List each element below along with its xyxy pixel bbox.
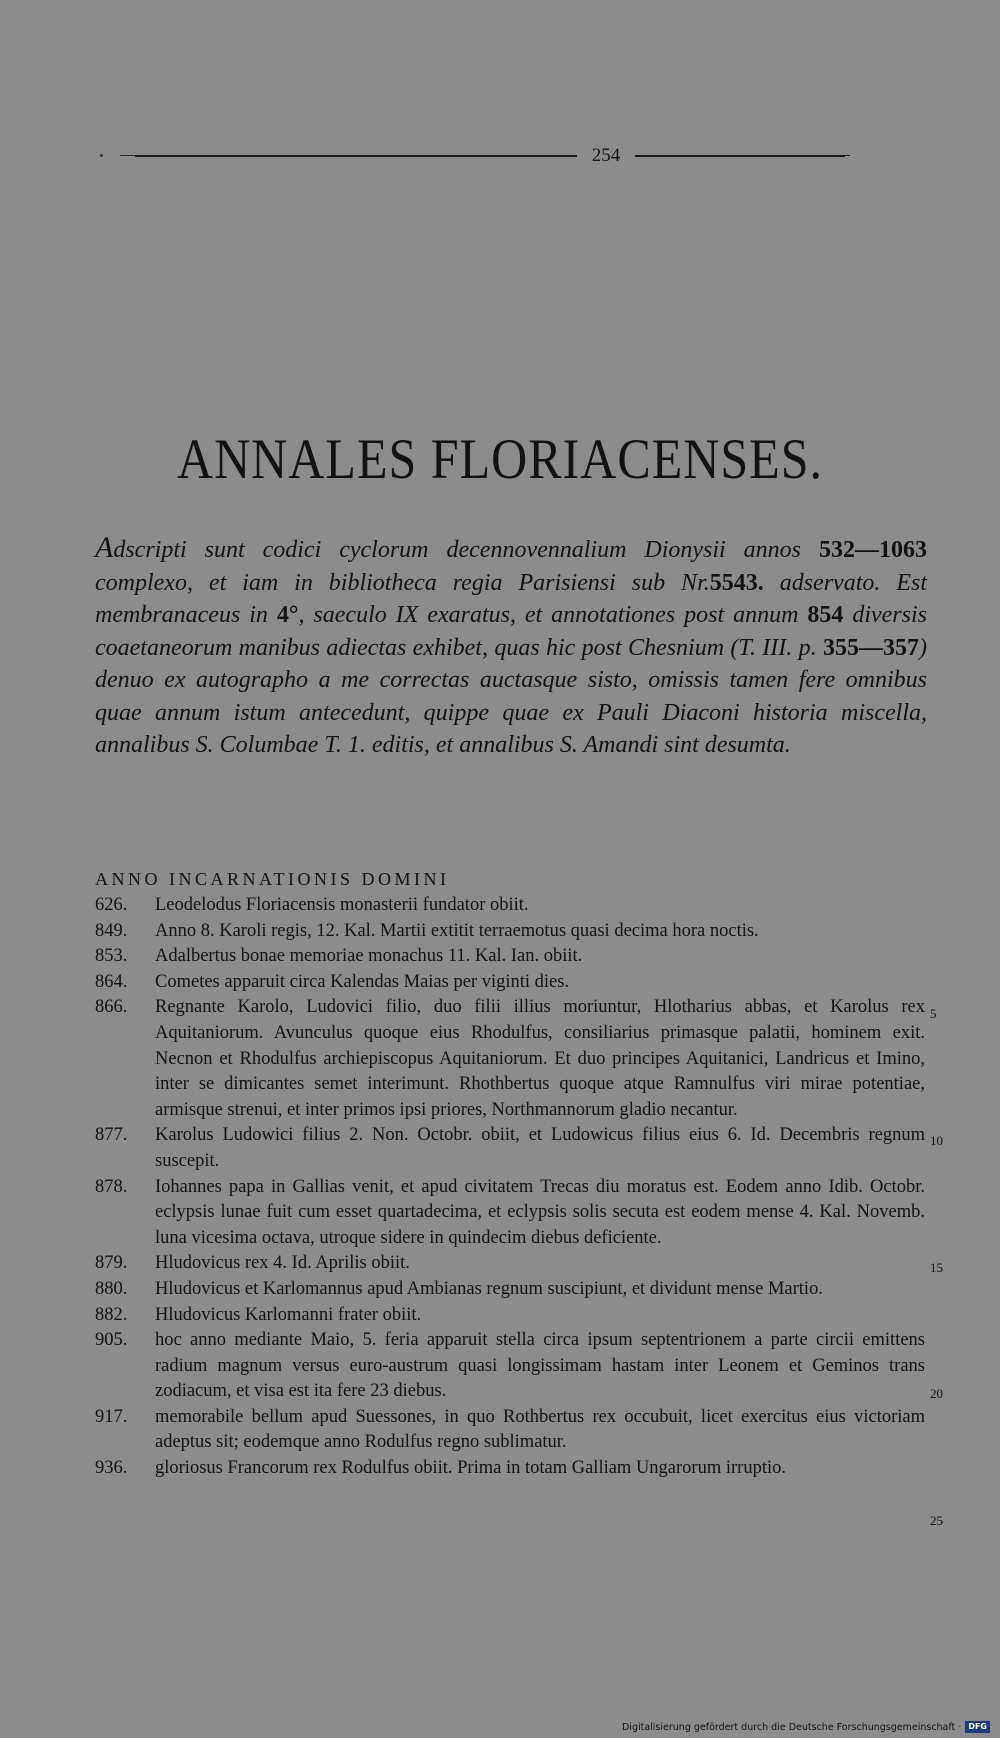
annals-entries — [95, 893, 925, 1482]
annal-entry — [95, 970, 925, 996]
header-rule-right — [635, 155, 845, 157]
entry-year: 878. — [95, 1176, 128, 1197]
entry-text: Iohannes papa in Gallias venit, et apud civitatem Trecas diu moratus est. Eodem anno Idib. Octobr. eclypsis lunae fuit cum esset quartadecima, et eclypsis solis secuta est eodem mense 4. Kal. Novemb. luna vicesima octava, utroque sidere in quindecim diebus deficiente. — [155, 1176, 925, 1248]
entry-year: 936. — [95, 1458, 128, 1479]
entry-text: memorabile bellum apud Suessones, in quo Rothbertus rex occubuit, licet exercitus eius victoriam adeptus sit; eodemque anno Rodulfus regno sublimatur. — [155, 1406, 925, 1453]
entry-text: Cometes apparuit circa Kalendas Maias per viginti dies. — [155, 971, 570, 992]
entry-year: 877. — [95, 1125, 128, 1146]
entry-text: Adalbertus bonae memoriae monachus 11. Kal. Ian. obiit. — [155, 946, 583, 967]
intro-number: 4° — [276, 602, 299, 628]
intro-text: diversis coaetaneorum manibus adiectas exhibet, quas hic post Chesnium (T. III. p. — [95, 602, 927, 661]
entry-year: 880. — [95, 1278, 128, 1299]
annal-entry — [95, 893, 925, 919]
intro-text: adservato. Est membranaceus in — [95, 569, 927, 628]
annal-entry — [95, 944, 925, 970]
annal-entry — [95, 1303, 925, 1329]
entry-year: 882. — [95, 1304, 128, 1325]
entry-text: Leodelodus Floriacensis monasterii fundator obiit. — [155, 895, 529, 915]
header-rule-left-thin — [120, 155, 135, 156]
entry-year: 905. — [95, 1330, 128, 1351]
annal-entry — [95, 1277, 925, 1303]
entry-year: 864. — [95, 971, 128, 992]
intro-number: 854 — [807, 602, 844, 628]
intro-initial: A — [95, 531, 114, 564]
page-number: 254 — [580, 143, 632, 169]
line-number: 25 — [930, 1513, 943, 1528]
annal-entry — [95, 1251, 925, 1277]
anno-heading: ANNO INCARNATIONIS DOMINI — [95, 869, 450, 889]
header-dot — [100, 154, 103, 157]
header-rule-left — [135, 155, 577, 157]
line-number: 10 — [930, 1133, 943, 1148]
intro-paragraph — [95, 532, 927, 762]
entry-year: 879. — [95, 1253, 128, 1274]
entry-text: gloriosus Francorum rex Rodulfus obiit. Prima in totam Galliam Ungarorum irruptio. — [155, 1458, 786, 1479]
annal-entry — [95, 1405, 925, 1456]
dfg-logo-icon: DFG — [965, 1721, 990, 1733]
annal-entry — [95, 995, 925, 1123]
annal-entry — [95, 1328, 925, 1405]
document-title: ANNALES FLORIACENSES. — [176, 426, 824, 491]
annal-entry — [95, 1123, 925, 1174]
intro-number: 355—357 — [823, 634, 919, 661]
digitization-footer — [622, 1720, 990, 1734]
intro-text: ) denuo ex autographo a me correctas auctasque sisto, omissis tamen fere omnibus quae annum istum antecedunt, quippe quae ex Pauli Diaconi historia miscella, annalibus S. Columbae T. 1. editis, et annalibus S. Amandi sint desumta. — [95, 634, 927, 758]
annal-entry — [95, 1456, 925, 1482]
annal-entry — [95, 919, 925, 945]
line-number: 20 — [930, 1386, 943, 1401]
entry-year: 866. — [95, 997, 128, 1018]
entry-year: 853. — [95, 946, 128, 967]
entry-text: Hludovicus et Karlomannus apud Ambianas regnum suscipiunt, et dividunt mense Martio. — [155, 1278, 823, 1299]
intro-text: complexo, et iam in bibliotheca regia Parisiensi sub Nr. — [95, 569, 710, 596]
entry-text: Hludovicus Karlomanni frater obiit. — [155, 1304, 422, 1325]
entry-year: 849. — [95, 920, 128, 941]
line-number: 5 — [930, 1006, 937, 1021]
entry-text: Regnante Karolo, Ludovici filio, duo filii illius moriuntur, Hlotharius abbas, et Karolus rex Aquitaniorum. Avunculus quoque eius Rhodulfus, consiliarius primasque palatii, hominem exit. Necnon et Rhodulfus archiepiscopus Aquitaniorum. Et duo principes Aquitanici, Landricus et Imino, inter se dimicantes semet interimunt. Rhothbertus quoque atque Ramnulfus viri mirae potentiae, armisque strenui, et inter primos ipsi priores, Northmannorum gladio necantur. — [155, 997, 925, 1120]
line-number: 15 — [930, 1260, 943, 1275]
header-rule-right-thin — [845, 155, 850, 156]
footer-text: Digitalisierung gefördert durch die Deutsche Forschungsgemeinschaft · — [621, 1721, 962, 1733]
entry-text: Hludovicus rex 4. Id. Aprilis obiit. — [155, 1253, 410, 1274]
intro-number: 532—1063 — [819, 537, 927, 563]
entry-year: 626. — [95, 895, 128, 915]
entry-text: hoc anno mediante Maio, 5. feria apparuit stella circa ipsum septentrionem a parte circii emittens radium magnum versus euro-austrum quasi longissimam hastam inter Leonem et Geminos trans zodiacum, et visa est ita fere 23 diebus. — [155, 1330, 925, 1402]
entry-text: Karolus Ludowici filius 2. Non. Octobr. obiit, et Ludowicus filius eius 6. Id. Decembris regnum suscepit. — [155, 1125, 925, 1171]
intro-number: 5543. — [709, 569, 764, 596]
intro-text: dscripti sunt codici cyclorum decennovennalium Dionysii annos — [113, 537, 819, 563]
entry-text: Anno 8. Karoli regis, 12. Kal. Martii extitit terraemotus quasi decima hora noctis. — [155, 920, 759, 941]
intro-text: , saeculo IX exaratus, et annotationes post annum — [298, 602, 808, 628]
annal-entry — [95, 1175, 925, 1252]
page-header — [100, 143, 850, 169]
entry-year: 917. — [95, 1406, 128, 1427]
